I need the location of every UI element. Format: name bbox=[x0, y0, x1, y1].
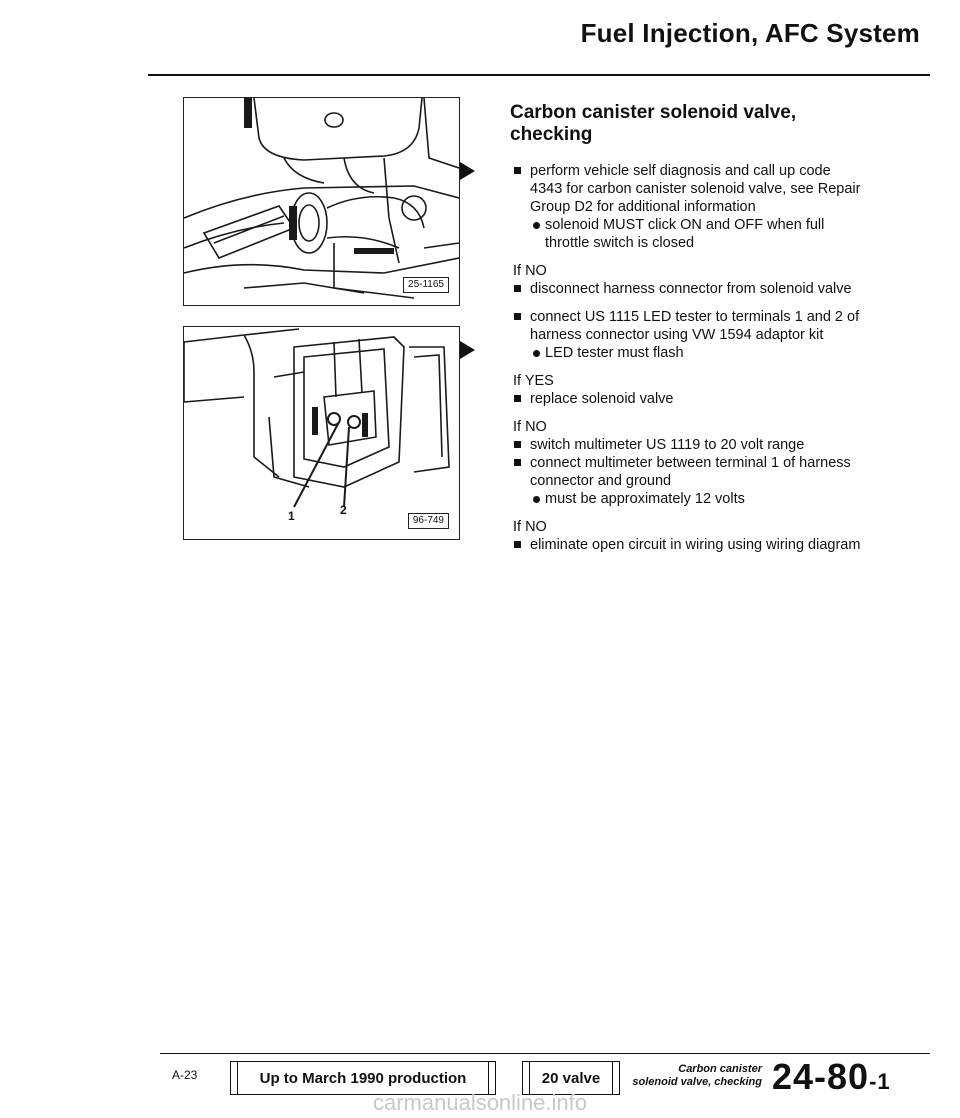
condition-label: If NO bbox=[513, 419, 547, 435]
check-item bbox=[513, 344, 863, 362]
footer-rule bbox=[160, 1053, 930, 1054]
step-text: perform vehicle self diagnosis and call up code 4343 for carbon canister solenoid valve, see Repair Group D2 for additional information bbox=[530, 163, 861, 215]
check-text: LED tester must flash bbox=[545, 345, 684, 361]
check-text: solenoid MUST click ON and OFF when full throttle switch is closed bbox=[545, 217, 825, 251]
header-rule bbox=[148, 74, 930, 76]
condition-label: If YES bbox=[513, 373, 554, 389]
step-text: eliminate open circuit in wiring using wiring diagram bbox=[530, 537, 861, 553]
watermark-text: carmanualsonline.info bbox=[372, 1090, 588, 1115]
step-text: switch multimeter US 1119 to 20 volt range bbox=[530, 437, 805, 453]
bullet-dot-icon bbox=[533, 222, 540, 229]
bullet-square-icon bbox=[514, 541, 521, 548]
figure-id-label: 25-1165 bbox=[403, 277, 449, 293]
step-text: disconnect harness connector from solenoid valve bbox=[530, 281, 852, 297]
step-text: replace solenoid valve bbox=[530, 391, 674, 407]
check-text: must be approximately 12 volts bbox=[545, 491, 745, 507]
bullet-dot-icon bbox=[533, 496, 540, 503]
check-item bbox=[513, 490, 863, 508]
footer-desc-line2: solenoid valve, checking bbox=[632, 1076, 762, 1088]
step-pointer-arrow bbox=[460, 341, 475, 359]
callout-2: 2 bbox=[340, 503, 347, 517]
bullet-square-icon bbox=[514, 313, 521, 320]
page-reference: A-23 bbox=[172, 1068, 198, 1082]
figure-id-label: 96-749 bbox=[408, 513, 449, 529]
step-item bbox=[513, 280, 863, 298]
callout-1: 1 bbox=[288, 509, 295, 523]
bullet-dot-icon bbox=[533, 350, 540, 357]
page-header-title: Fuel Injection, AFC System bbox=[580, 18, 920, 48]
step-item bbox=[513, 536, 863, 554]
step-text: connect US 1115 LED tester to terminals 1 and 2 of harness connector using VW 1594 adaptor kit bbox=[530, 309, 860, 343]
bullet-square-icon bbox=[514, 285, 521, 292]
step-item bbox=[513, 436, 863, 454]
footer-description bbox=[626, 1063, 762, 1089]
condition-label: If NO bbox=[513, 519, 547, 535]
footer-desc-line1: Carbon canister bbox=[678, 1063, 762, 1075]
bullet-square-icon bbox=[514, 395, 521, 402]
step-item bbox=[513, 162, 863, 216]
page-number-main: 24-80 bbox=[772, 1056, 870, 1097]
condition-label: If NO bbox=[513, 263, 547, 279]
step-item bbox=[513, 390, 863, 408]
engine-bay-illustration bbox=[183, 97, 460, 306]
bullet-square-icon bbox=[514, 441, 521, 448]
harness-connector-drawing bbox=[184, 327, 459, 539]
step-item bbox=[513, 454, 863, 490]
step-pointer-arrow bbox=[460, 162, 475, 180]
production-label: Up to March 1990 production bbox=[237, 1062, 489, 1094]
check-item bbox=[513, 216, 863, 252]
step-text: connect multimeter between terminal 1 of harness connector and ground bbox=[530, 455, 851, 489]
bullet-square-icon bbox=[514, 167, 521, 174]
harness-connector-illustration bbox=[183, 326, 460, 540]
step-item bbox=[513, 308, 863, 344]
procedure-steps bbox=[513, 162, 863, 554]
engine-bay-drawing bbox=[184, 98, 459, 305]
bullet-square-icon bbox=[514, 459, 521, 466]
page-number-sub: -1 bbox=[869, 1069, 891, 1094]
section-title: Carbon canister solenoid valve, checking bbox=[510, 102, 797, 145]
valve-label: 20 valve bbox=[529, 1062, 613, 1094]
